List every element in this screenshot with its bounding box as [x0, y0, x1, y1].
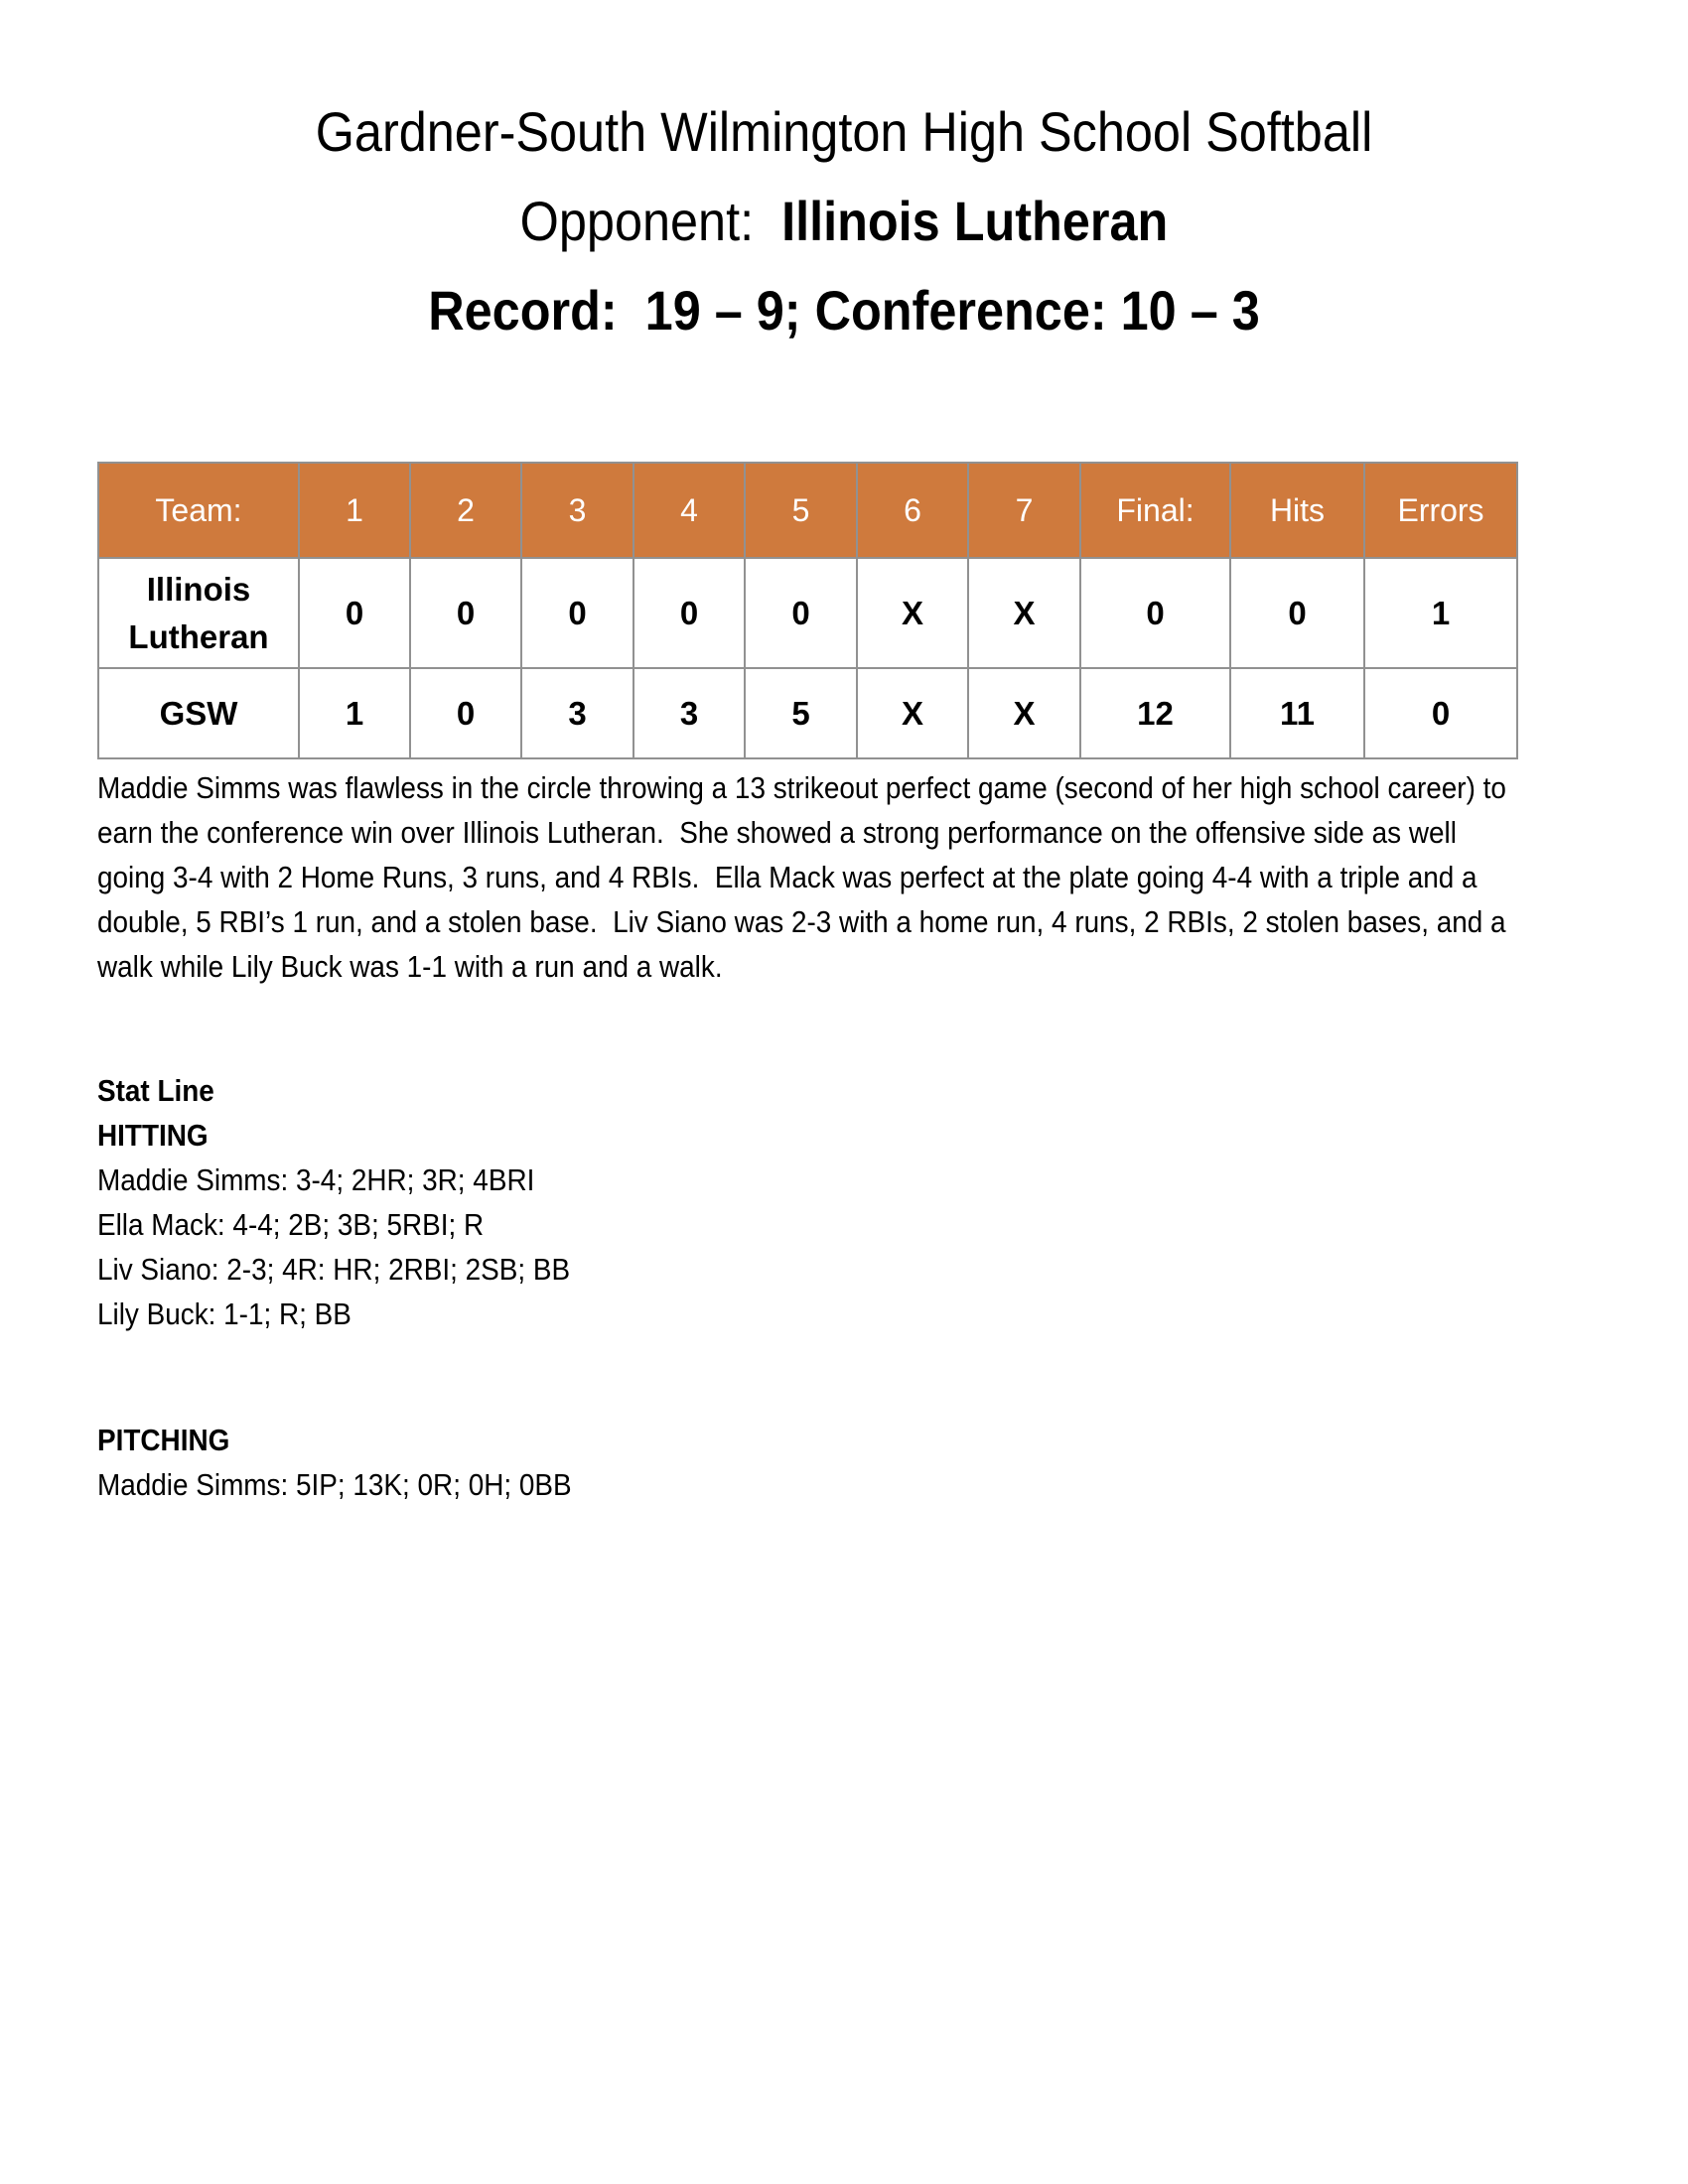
header-cell-inning-1: 1 [299, 463, 410, 558]
pitching-stat-line: Maddie Simms: 5IP; 13K; 0R; 0H; 0BB [97, 1467, 572, 1502]
hits-cell: 11 [1230, 668, 1364, 758]
header-cell-team: Team: [98, 463, 299, 558]
hitting-stat-line: Liv Siano: 2-3; 4R: HR; 2RBI; 2SB; BB [97, 1252, 571, 1287]
score-cell: X [857, 558, 968, 668]
score-cell: 0 [521, 558, 633, 668]
opponent-label: Opponent: [519, 190, 782, 252]
team-cell: Illinois Lutheran [98, 558, 299, 668]
box-score-header-row [98, 463, 1517, 558]
box-score-row-illinois-lutheran [98, 558, 1517, 668]
header-cell-inning-5: 5 [745, 463, 857, 558]
hitting-heading: HITTING [97, 1118, 209, 1153]
header-cell-final: Final: [1080, 463, 1230, 558]
score-cell: 0 [745, 558, 857, 668]
opponent-line [172, 177, 1516, 266]
hitting-stat-line: Lily Buck: 1-1; R; BB [97, 1297, 352, 1331]
game-recap: Maddie Simms was flawless in the circle throwing a 13 strikeout perfect game (second of her high school career) to earn the conference win over Illinois Lutheran. She showed a strong performance on the offensive side as well going 3-4 with 2 Home Runs, 3 runs, and 4 RBIs. Ella Mack was perfect at the plate going 4-4 with a triple and a double, 5 RBI’s 1 run, and a stolen base. Liv Siano was 2-3 with a home run, 4 runs, 2 RBIs, 2 stolen bases, and a walk while Lily Buck was 1-1 with a run and a walk. [97, 770, 1514, 984]
header-cell-inning-4: 4 [633, 463, 745, 558]
score-cell: 5 [745, 668, 857, 758]
team-cell: GSW [98, 668, 299, 758]
score-cell: 0 [410, 558, 521, 668]
hitting-stat-line: Maddie Simms: 3-4; 2HR; 3R; 4BRI [97, 1162, 535, 1197]
box-score-row-gsw [98, 668, 1517, 758]
hitting-stat-line: Ella Mack: 4-4; 2B; 3B; 5RBI; R [97, 1207, 485, 1242]
doc-title: Gardner-South Wilmington High School Softball [315, 100, 1373, 163]
stat-line-section [97, 1068, 1518, 1507]
errors-cell: 0 [1364, 668, 1517, 758]
header-cell-inning-3: 3 [521, 463, 633, 558]
errors-cell: 1 [1364, 558, 1517, 668]
score-cell: 3 [633, 668, 745, 758]
score-cell: 3 [521, 668, 633, 758]
record-line: Record: 19 – 9; Conference: 10 – 3 [428, 279, 1260, 341]
hits-cell: 0 [1230, 558, 1364, 668]
header-cell-errors: Errors [1364, 463, 1517, 558]
header-cell-inning-6: 6 [857, 463, 968, 558]
header-cell-inning-7: 7 [968, 463, 1080, 558]
score-cell: 0 [299, 558, 410, 668]
opponent-name: Illinois Lutheran [781, 190, 1169, 252]
score-cell: X [857, 668, 968, 758]
score-cell: 1 [299, 668, 410, 758]
box-score-table [97, 462, 1518, 759]
final-cell: 12 [1080, 668, 1230, 758]
header-cell-inning-2: 2 [410, 463, 521, 558]
header-cell-hits: Hits [1230, 463, 1364, 558]
score-cell: 0 [633, 558, 745, 668]
stat-line-title: Stat Line [97, 1073, 214, 1108]
pitching-heading: PITCHING [97, 1423, 230, 1457]
score-cell: X [968, 668, 1080, 758]
final-cell: 0 [1080, 558, 1230, 668]
score-cell: 0 [410, 668, 521, 758]
score-cell: X [968, 558, 1080, 668]
